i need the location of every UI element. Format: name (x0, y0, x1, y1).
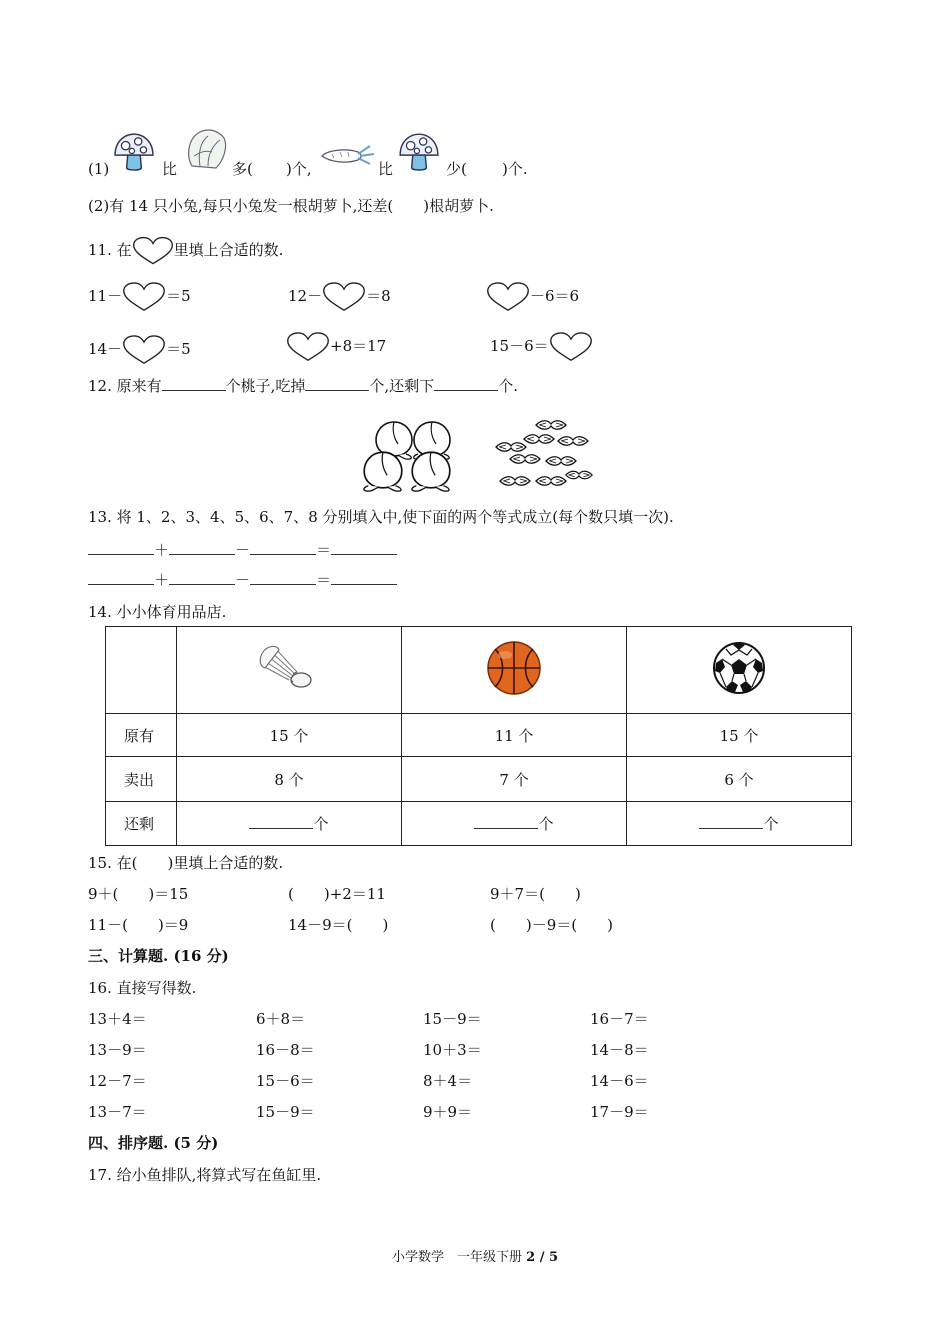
table-cell (177, 802, 402, 846)
eq-text: ＝5 (166, 287, 191, 305)
peach-core-icon (534, 474, 568, 488)
eq-text: +8＝17 (330, 337, 387, 355)
eq-text: 15－6＝ (490, 337, 549, 355)
peach-core-icon (556, 434, 590, 448)
q13-title: 13. 将 1、2、3、4、5、6、7、8 分别填入中,使下面的两个等式成立(每个数只填一次). (88, 508, 674, 526)
eq-text: 14－ (88, 340, 123, 358)
peach-icon (360, 446, 406, 492)
table-cell: 15 个 (627, 714, 852, 757)
table-corner (106, 627, 177, 714)
table-cell (627, 802, 852, 846)
q10-bi2: 比 (378, 160, 394, 178)
row-label: 卖出 (106, 757, 177, 802)
table-cell: 6 个 (627, 757, 852, 802)
calc-item: 12－7＝ (88, 1072, 147, 1090)
op: － (235, 541, 251, 559)
q11-eq-a1 (88, 281, 191, 313)
shuttlecock-icon (259, 644, 319, 692)
q11-title-prefix: 11. 在 (88, 241, 132, 259)
shop-table (105, 626, 852, 846)
q11-title (88, 236, 283, 266)
heart-icon (132, 236, 174, 266)
answer-blank[interactable] (169, 570, 235, 585)
calc-item: 16－7＝ (590, 1010, 649, 1028)
row-label: 还剩 (106, 802, 177, 846)
peach-core-icon (534, 418, 568, 432)
answer-blank[interactable] (699, 814, 763, 829)
q10-line1 (88, 159, 109, 179)
eq-text: 12－ (288, 287, 323, 305)
calc-item: 16－8＝ (256, 1041, 315, 1059)
answer-blank[interactable] (434, 376, 498, 391)
q11-eq-c2 (490, 331, 593, 363)
peach-core-icon (508, 452, 542, 466)
answer-blank[interactable] (305, 376, 369, 391)
q10-duo: 多( (232, 160, 253, 178)
heart-icon[interactable] (486, 281, 530, 313)
heart-icon[interactable] (322, 281, 366, 313)
page-number: 2 / 5 (526, 1250, 559, 1265)
answer-blank[interactable] (331, 540, 397, 555)
calc-item: 17－9＝ (590, 1103, 649, 1121)
q14-title: 14. 小小体育用品店. (88, 603, 227, 621)
peach-icon (408, 446, 454, 492)
q10-bi1: 比 (162, 160, 178, 178)
calc-item: 14－8＝ (590, 1041, 649, 1059)
section-heading: 三、计算题. (16 分) (88, 947, 229, 965)
section-heading: 四、排序题. (5 分) (88, 1134, 219, 1152)
table-row (106, 714, 852, 757)
q10-ge2: )个. (502, 160, 528, 178)
answer-blank[interactable] (250, 570, 316, 585)
op: ＋ (154, 541, 170, 559)
answer-blank[interactable] (474, 814, 538, 829)
heart-icon[interactable] (286, 331, 330, 363)
op: ＝ (316, 541, 332, 559)
q15-eq: 9＋( )＝15 (88, 885, 189, 903)
q11-eq-c1 (486, 281, 579, 313)
q12-text: 个. (498, 377, 518, 395)
q17-title: 17. 给小鱼排队,将算式写在鱼缸里. (88, 1166, 322, 1184)
q15-title: 15. 在( )里填上合适的数. (88, 854, 284, 872)
answer-blank[interactable] (331, 570, 397, 585)
q16-title: 16. 直接写得数. (88, 979, 197, 997)
eq-text: －6＝6 (530, 287, 580, 305)
peach-cores-illustration (494, 418, 594, 492)
table-row (106, 802, 852, 846)
q12-text: 个,还剩下 (369, 377, 435, 395)
calc-item: 10＋3＝ (423, 1041, 482, 1059)
unit: 个 (538, 815, 554, 833)
unit: 个 (763, 815, 779, 833)
row-label: 原有 (106, 714, 177, 757)
q15-eq: 11－( )＝9 (88, 916, 189, 934)
calc-item: 9＋9＝ (423, 1103, 473, 1121)
heart-icon[interactable] (122, 281, 166, 313)
calc-item: 15－9＝ (256, 1103, 315, 1121)
q10-label: (1) (88, 160, 110, 178)
soccer-ball-icon (712, 641, 766, 695)
calc-item: 6＋8＝ (256, 1010, 306, 1028)
calc-item: 8＋4＝ (423, 1072, 473, 1090)
q11-eq-b1 (288, 281, 391, 313)
table-cell: 11 个 (402, 714, 627, 757)
heart-icon[interactable] (122, 334, 166, 366)
basketball-cell (402, 627, 627, 714)
eq-text: 11－ (88, 287, 123, 305)
badminton-cell (177, 627, 402, 714)
table-cell: 8 个 (177, 757, 402, 802)
q15-eq: ( )－9＝( ) (490, 916, 613, 934)
calc-item: 14－6＝ (590, 1072, 649, 1090)
radish-icon (318, 140, 376, 168)
unit: 个 (313, 815, 329, 833)
answer-blank[interactable] (88, 540, 154, 555)
soccer-cell (627, 627, 852, 714)
calc-item: 13－9＝ (88, 1041, 147, 1059)
q15-eq: ( )+2＝11 (288, 885, 386, 903)
footer-text: 小学数学 一年级下册 (391, 1250, 522, 1265)
calc-item: 13－7＝ (88, 1103, 147, 1121)
op: ＝ (316, 571, 332, 589)
q10-ge1: )个, (286, 160, 312, 178)
table-row (106, 757, 852, 802)
q12-text: 12. 原来有 (88, 377, 162, 395)
peach-core-icon (564, 468, 594, 482)
cabbage-icon (182, 126, 230, 174)
peaches-illustration (360, 416, 464, 496)
q10-shao: 少( (446, 160, 467, 178)
page-footer (0, 1246, 950, 1265)
table-cell (402, 802, 627, 846)
q12-text: 个桃子,吃掉 (225, 377, 306, 395)
q15-eq: 14－9＝( ) (288, 916, 389, 934)
peach-core-icon (544, 454, 578, 468)
q11-eq-b2 (286, 331, 386, 363)
basketball-icon (485, 639, 543, 697)
answer-blank[interactable] (249, 814, 313, 829)
table-cell: 7 个 (402, 757, 627, 802)
q10-line2: (2)有 14 只小兔,每只小兔发一根胡萝卜,还差( )根胡萝卜. (88, 197, 494, 215)
answer-blank[interactable] (162, 376, 226, 391)
heart-icon[interactable] (549, 331, 593, 363)
q12-line (88, 376, 518, 396)
answer-blank[interactable] (250, 540, 316, 555)
q11-title-suffix: 里填上合适的数. (173, 241, 284, 259)
answer-blank[interactable] (88, 570, 154, 585)
calc-item: 15－6＝ (256, 1072, 315, 1090)
q13-eq2 (88, 570, 397, 590)
answer-blank[interactable] (169, 540, 235, 555)
q11-eq-a2 (88, 334, 191, 366)
calc-item: 13＋4＝ (88, 1010, 147, 1028)
q15-eq: 9＋7＝( ) (490, 885, 581, 903)
mushroom-icon (396, 132, 442, 174)
eq-text: ＝5 (166, 340, 191, 358)
eq-text: ＝8 (366, 287, 391, 305)
table-cell: 15 个 (177, 714, 402, 757)
peach-core-icon (498, 474, 532, 488)
mushroom-icon (110, 132, 158, 174)
op: － (235, 571, 251, 589)
op: ＋ (154, 571, 170, 589)
q13-eq1 (88, 540, 397, 560)
calc-item: 15－9＝ (423, 1010, 482, 1028)
